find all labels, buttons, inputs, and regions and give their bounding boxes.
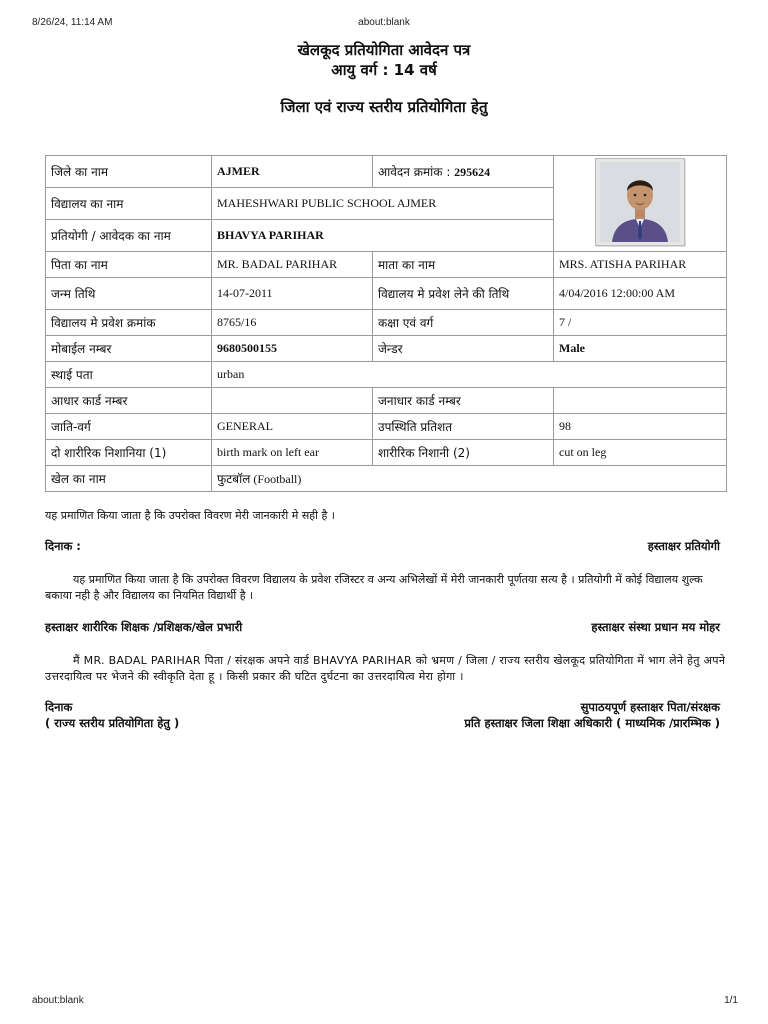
form-title: खेलकूद प्रतियोगिता आवेदन पत्र bbox=[297, 41, 471, 59]
dob-label: जन्म तिथि bbox=[46, 278, 212, 310]
address-label: स्थाई पता bbox=[46, 362, 212, 388]
mark2-value: cut on leg bbox=[554, 440, 727, 466]
class-value: 7 / bbox=[554, 310, 727, 336]
father-label: पिता का नाम bbox=[46, 252, 212, 278]
table-row bbox=[46, 362, 727, 388]
applicant-label: प्रतियोगी / आवेदक का नाम bbox=[46, 220, 212, 252]
school-label: विद्यालय का नाम bbox=[46, 188, 212, 220]
table-row bbox=[46, 466, 727, 492]
janaadhar-value bbox=[554, 388, 727, 414]
page-number: 1/1 bbox=[724, 995, 738, 1006]
aadhar-value bbox=[212, 388, 373, 414]
dob-value: 14-07-2011 bbox=[212, 278, 373, 310]
footer-url: about:blank bbox=[32, 995, 84, 1006]
application-no-cell bbox=[373, 156, 554, 188]
state-level-note: ( राज्य स्तरीय प्रतियोगिता हेतु ) bbox=[45, 716, 180, 730]
sport-label: खेल का नाम bbox=[46, 466, 212, 492]
admission-date-label: विद्यालय मे प्रवेश लेने की तिथि bbox=[373, 278, 554, 310]
print-url: about:blank bbox=[358, 17, 410, 28]
admission-date-value: 4/04/2016 12:00:00 AM bbox=[554, 278, 727, 310]
participant-signature-row bbox=[45, 539, 720, 555]
head-signature-label: हस्ताक्षर संस्था प्रधान मय मोहर bbox=[591, 620, 720, 634]
school-certification: यह प्रमाणित किया जाता है कि उपरोक्त विवरण विद्यालय के प्रवेश रजिस्टर व अन्य अभिलेखों में मेरी जानकारी पूर्णतया सत्य है । प्रतियोगी में कोई विद्यालय शुल्क बकाया नही है और विद्यालय का नियमित विद्यार्थी है । bbox=[45, 573, 703, 602]
mobile-label: मोबाईल नम्बर bbox=[46, 336, 212, 362]
countersign-row bbox=[45, 716, 720, 732]
table-row bbox=[46, 156, 727, 188]
janaadhar-label: जनाधार कार्ड नम्बर bbox=[373, 388, 554, 414]
parent-consent: मैं MR. BADAL PARIHAR पिता / संरक्षक अपने वार्ड BHAVYA PARIHAR को भ्रमण / जिला / राज्य स्तरीय खेलकूद प्रतियोगिता में भाग लेने हेतु अपने उत्तरदायित्व पर भेजने की स्वीकृति देता हू । किसी प्रकार की घटित दुर्घटना का उत्तरदायित्व मेरा होगा । bbox=[45, 654, 726, 683]
table-row bbox=[46, 336, 727, 362]
table-row bbox=[46, 414, 727, 440]
gender-value: Male bbox=[554, 336, 727, 362]
mother-label: माता का नाम bbox=[373, 252, 554, 278]
applicant-photo-image bbox=[596, 159, 684, 245]
competition-level: जिला एवं राज्य स्तरीय प्रतियोगिता हेतु bbox=[280, 98, 488, 116]
gender-label: जेन्डर bbox=[373, 336, 554, 362]
table-row bbox=[46, 278, 727, 310]
attendance-value: 98 bbox=[554, 414, 727, 440]
self-declaration: यह प्रमाणित किया जाता है कि उपरोक्त विवरण मेरी जानकारी मे सही है । bbox=[45, 509, 335, 522]
date-label: दिनाक : bbox=[45, 539, 81, 553]
aadhar-label: आधार कार्ड नम्बर bbox=[46, 388, 212, 414]
application-form-table bbox=[45, 155, 727, 492]
mother-value: MRS. ATISHA PARIHAR bbox=[554, 252, 727, 278]
print-header bbox=[0, 17, 768, 31]
admission-no-label: विद्यालय मे प्रवेश क्रमांक bbox=[46, 310, 212, 336]
attendance-label: उपस्थिति प्रतिशत bbox=[373, 414, 554, 440]
age-group: आयु वर्ग : 14 वर्ष bbox=[331, 61, 437, 79]
participant-signature-label: हस्ताक्षर प्रतियोगी bbox=[647, 539, 720, 553]
mark2-label: शारीरिक निशानी (2) bbox=[373, 440, 554, 466]
father-value: MR. BADAL PARIHAR bbox=[212, 252, 373, 278]
mobile-value: 9680500155 bbox=[212, 336, 373, 362]
applicant-photo bbox=[595, 158, 685, 246]
caste-label: जाति-वर्ग bbox=[46, 414, 212, 440]
sport-value: फुटबॉल (Football) bbox=[212, 466, 727, 492]
application-no-label: आवेदन क्रमांक : bbox=[378, 165, 455, 179]
print-timestamp: 8/26/24, 11:14 AM bbox=[32, 17, 113, 28]
applicant-value: BHAVYA PARIHAR bbox=[212, 220, 554, 252]
table-row bbox=[46, 310, 727, 336]
form-titles bbox=[0, 40, 768, 117]
deo-countersign-label: प्रति हस्ताक्षर जिला शिक्षा अधिकारी ( माध्यमिक /प्रारम्भिक ) bbox=[464, 716, 720, 730]
district-label: जिले का नाम bbox=[46, 156, 212, 188]
class-label: कक्षा एवं वर्ग bbox=[373, 310, 554, 336]
table-row bbox=[46, 440, 727, 466]
caste-value: GENERAL bbox=[212, 414, 373, 440]
photo-cell bbox=[554, 156, 727, 252]
admission-no-value: 8765/16 bbox=[212, 310, 373, 336]
district-value: AJMER bbox=[212, 156, 373, 188]
table-row bbox=[46, 252, 727, 278]
school-signature-row bbox=[45, 620, 720, 636]
parent-signature-row bbox=[45, 700, 720, 716]
print-footer bbox=[0, 995, 768, 1009]
address-value: urban bbox=[212, 362, 727, 388]
parent-signature-label: सुपाठयपूर्ण हस्ताक्षर पिता/संरक्षक bbox=[580, 700, 720, 714]
date-label-2: दिनाक bbox=[45, 700, 73, 714]
pe-teacher-signature-label: हस्ताक्षर शारीरिक शिक्षक /प्रशिक्षक/खेल प्रभारी bbox=[45, 620, 243, 634]
table-row bbox=[46, 388, 727, 414]
mark1-value: birth mark on left ear bbox=[212, 440, 373, 466]
mark1-label: दो शारीरिक निशानिया (1) bbox=[46, 440, 212, 466]
school-value: MAHESHWARI PUBLIC SCHOOL AJMER bbox=[212, 188, 554, 220]
application-no-value: 295624 bbox=[454, 165, 491, 179]
